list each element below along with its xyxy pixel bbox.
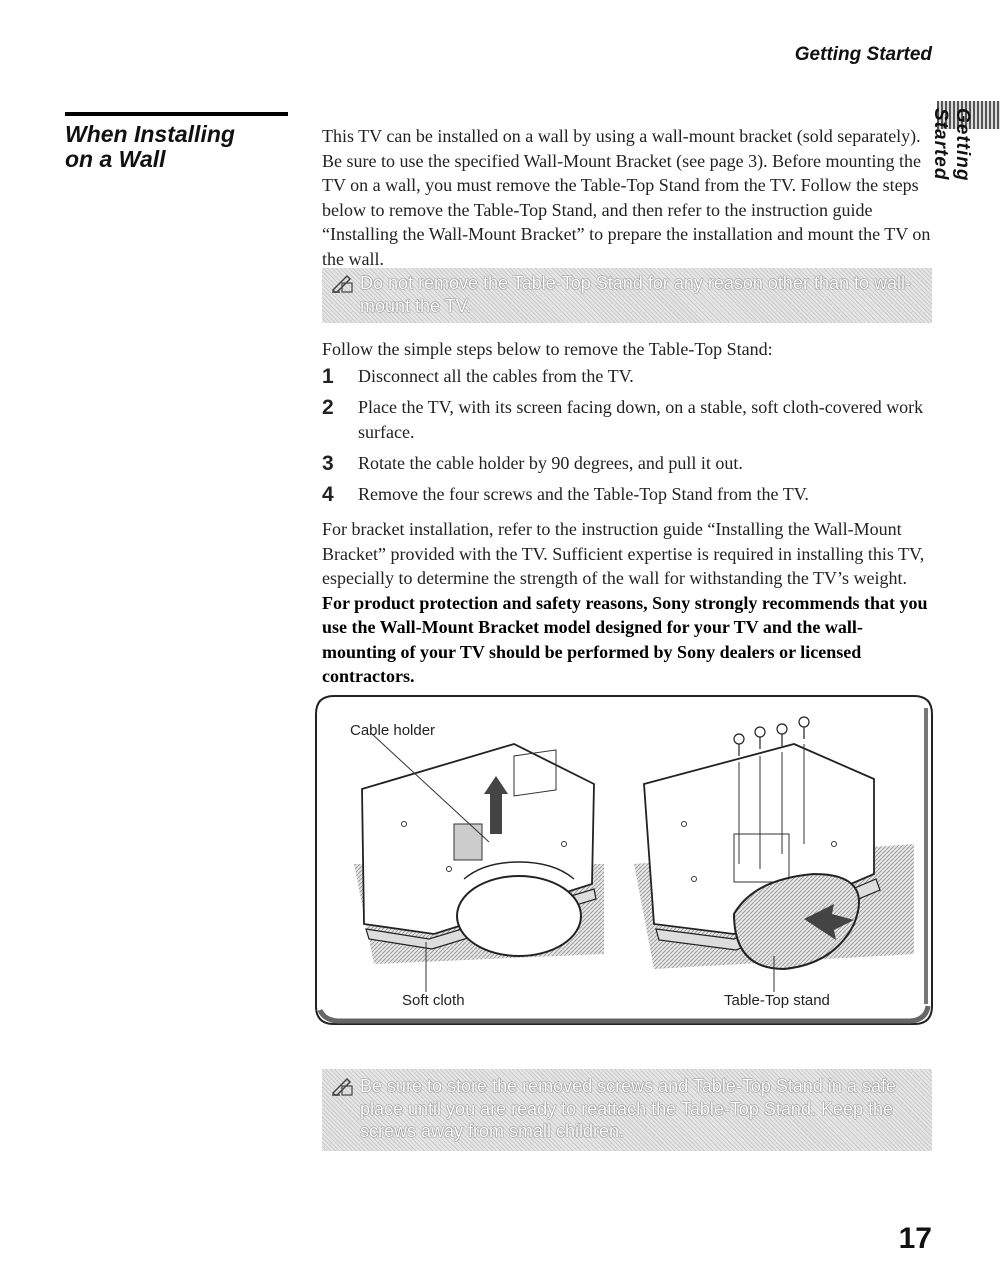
bracket-warning-bold: For product protection and safety reasons, Sony strongly recommends that you use the Wall-Mount Bracket model designed for your TV and the wall-mounting of your TV should be performed by Sony dealers or licensed contractors. (322, 592, 928, 686)
pencil-note-icon (330, 273, 354, 293)
running-header: Getting Started (794, 44, 932, 65)
bracket-paragraph (322, 517, 932, 689)
step-item (322, 451, 932, 476)
step-item (322, 482, 932, 507)
figure-illustration (314, 694, 934, 1026)
bracket-block (322, 517, 932, 689)
section-rule (65, 112, 288, 116)
steps-intro: Follow the simple steps below to remove the Table-Top Stand: (322, 339, 773, 359)
pencil-note-icon (330, 1076, 354, 1096)
step-item (322, 395, 932, 445)
note-store-screws (322, 1069, 932, 1151)
side-tab-label: Getting Started (930, 108, 973, 182)
step-number: 2 (322, 396, 334, 419)
note-store-screws-text: Be sure to store the removed screws and Table-Top Stand in a safe place until you are ready to reattach the Table-Top Stand. Keep the screws away from small children. (360, 1076, 896, 1141)
step-text: Rotate the cable holder by 90 degrees, and pull it out. (358, 453, 743, 473)
steps-intro-block (322, 337, 932, 362)
label-soft-cloth: Soft cloth (402, 992, 465, 1009)
step-text: Disconnect all the cables from the TV. (358, 366, 634, 386)
label-table-top-stand: Table-Top stand (724, 992, 830, 1009)
step-number: 3 (322, 452, 334, 475)
bracket-text: For bracket installation, refer to the instruction guide “Installing the Wall-Mount Bracket” provided with the TV. Sufficient expertise is required in installing this TV, especially to determine the strength of the wall for withstanding the TV’s weight. (322, 519, 925, 588)
step-number: 4 (322, 483, 334, 506)
intro-block (322, 124, 932, 271)
step-item (322, 364, 932, 389)
stand-removal-figure (314, 694, 934, 1026)
steps-list (322, 364, 932, 513)
intro-paragraph: This TV can be installed on a wall by using a wall-mount bracket (sold separately). Be sure to use the specified Wall-Mount Bracket (see page 3). Before mounting the TV on a wall, you must remove the Table-Top Stand from the TV. Follow the steps below to remove the Table-Top Stand, and then refer to the instruction guide “Installing the Wall-Mount Bracket” to prepare the installation and mount the TV on the wall. (322, 126, 931, 269)
step-text: Remove the four screws and the Table-Top Stand from the TV. (358, 484, 809, 504)
page-number: 17 (898, 1222, 932, 1255)
section-title-line2: on a Wall (65, 146, 166, 172)
note-do-not-remove-text: Do not remove the Table-Top Stand for any reason other than to wall-mount the TV. (360, 273, 911, 316)
step-number: 1 (322, 365, 334, 388)
label-cable-holder: Cable holder (350, 722, 436, 739)
section-title (65, 122, 295, 172)
section-title-line1: When Installing (65, 121, 235, 147)
note-do-not-remove (322, 268, 932, 323)
step-text: Place the TV, with its screen facing down, on a stable, soft cloth-covered work surface. (358, 397, 924, 442)
